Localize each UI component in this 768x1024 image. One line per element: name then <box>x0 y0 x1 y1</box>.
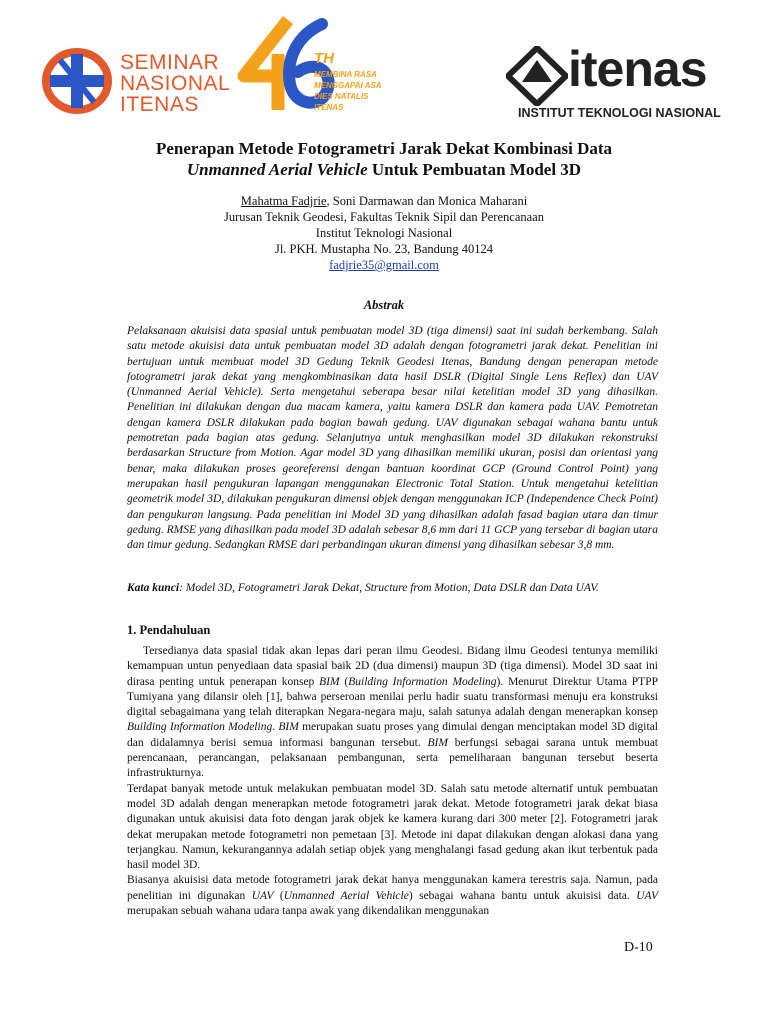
abstract-text: Pelaksanaan akuisisi data spasial untuk pembuatan model 3D (tiga dimensi) saat ini sudah berkembang. Salah satu metode akuisisi data untuk pembuatan model 3D adalah dengan fotogrametri jarak dekat. Penelitian ini bertujuan untuk membuat model 3D Gedung Teknik Geodesi Itenas, Bandung dengan penerapan metode fotogrametri jarak dekat yang mengkombinasikan data hasil DSLR (Digital Single Lens Reflex) dan UAV (Unmanned Aerial Vehicle). Serta mengetahui seberapa besar nilai ketelitian model 3D yang dihasilkan. Penelitian ini dilakukan dengan dua macam kamera, yaitu kamera DSLR dan kamera pada UAV. Pemotretan dengan kamera DSLR dilakukan pada bagian bawah gedung. UAV digunakan sebagai wahana bantu untuk pemotretan pada bagian atas gedung. Selanjutnya untuk menghasilkan model 3D dilakukan rekonstruksi berdasarkan Structure from Motion. Agar model 3D yang dihasilkan memiliki ukuran, posisi dan orientasi yang benar, maka dilakukan proses georeferensi dengan bantuan koordinat GCP (Ground Control Point) yang merupakan hasil pengukuran lapangan menggunakan Electronic Total Station. Untuk mengetahui ketelitian geometrik model 3D, dilakukan pengukuran dimensi objek dengan menggunakan ICP (Independence Check Point) dan pengukuran langsung. Pada penelitian ini Model 3D yang dihasilkan adalah fasad bagian utara dan timur gedung. RMSE yang dihasilkan pada model 3D adalah sebesar 8,6 mm dari 11 GCP yang tersebar di bagian utara dan timur gedung. Sedangkan RMSE dari perbandingan ukuran dimensi yang dihasilkan sebesar 3,8 mm. <box>127 325 658 552</box>
text-run-italic: BIM <box>278 721 299 734</box>
paper-title-italic: Unmanned Aerial Vehicle <box>186 160 368 179</box>
seminar-nasional-logo <box>40 46 231 118</box>
text-run-italic: UAV <box>636 889 658 902</box>
keywords-text: : Model 3D, Fotogrametri Jarak Dekat, Structure from Motion, Data DSLR dan Data UAV. <box>179 582 599 594</box>
paragraph <box>127 644 658 782</box>
paragraph: Terdapat banyak metode untuk melakukan pembuatan model 3D. Salah satu metode alternatif untuk pembuatan model 3D adalah dengan menerapkan metode fotogrametri jarak dekat. Metode fotogrametri jarak dekat biasa digunakan untuk akuisisi data foto dengan jarak objek ke kamera kurang dari 300 meter [2]. Fotogrametri jarak dekat merupakan metode fotogrametri non pemetaan [3]. Metode ini dapat dilakukan dengan alokasi dana yang terjangkau. Namun, kekurangannya adalah setiap objek yang menghalangi fasad gedung akan ikut terbentuk pada hasil model 3D. <box>127 782 658 872</box>
itenas-wordmark: itenas <box>568 41 707 97</box>
affiliation-line: Institut Teknologi Nasional <box>315 226 453 240</box>
section-heading: 1. Pendahuluan <box>127 623 211 637</box>
text-run-italic: BIM <box>427 736 448 749</box>
text-run: berfungsi sebagai sarana untuk membuat perencanaan, perancangan, pelaksanaan pembangunan, serta pemeliharaan bangunan tersebut beserta infrastrukturnya. <box>127 736 658 780</box>
anniversary-46-logo <box>234 14 404 118</box>
text-run: ( <box>273 889 284 902</box>
page-header <box>0 0 768 130</box>
text-run-italic: UAV <box>251 889 274 902</box>
anniversary-tagline: MEMBINA RASA <box>314 70 377 79</box>
text-run-italic: Building Information Modeling <box>127 721 273 734</box>
text-run: Biasanya akuisisi data metode fotogrametri jarak dekat hanya menggunakan kamera terestris saja. Namun, pada penelitian ini digunakan <box>127 874 658 902</box>
author-block <box>100 193 668 273</box>
text-run-italic: Unmanned Aerial Vehicle <box>283 889 409 902</box>
author-line <box>100 193 668 209</box>
anniversary-tagline: MENGGAPAI ASA <box>314 81 382 90</box>
anniversary-tagline: ITENAS <box>314 103 344 112</box>
first-author: Mahatma Fadjrie <box>240 194 327 208</box>
seminar-emblem-icon <box>40 46 114 116</box>
itenas-diamond-icon <box>506 46 568 106</box>
text-run-italic: BIM <box>319 675 340 688</box>
seminar-logo-line: NASIONAL <box>120 72 231 95</box>
paper-title-line1: Penerapan Metode Fotogrametri Jarak Dekat Kombinasi Data <box>155 139 613 158</box>
text-run: ) sebagai wahana bantu untuk akuisisi data. <box>408 889 637 902</box>
text-run: merupakan suatu proses yang dimulai dengan menciptakan model 3D digital dan didalamnya berisi semua informasi bangunan tersebut. <box>127 721 658 749</box>
page-number: D-10 <box>624 940 653 955</box>
seminar-logo-line: SEMINAR <box>120 51 220 74</box>
text-run-italic: Building Information Modeling <box>348 675 497 688</box>
text-run: ( <box>339 675 349 688</box>
keywords-label: Kata kunci <box>127 582 180 594</box>
text-run: Tersedianya data spasial tidak akan lepas dari peran ilmu Geodesi. Bidang ilmu Geodesi tentunya memiliki kemampuan untun penyediaan data spasial baik 2D (dua dimensi) maupun 3D (tiga dimensi). Model 3D saat ini dirasa penting untuk penerapan konsep <box>127 645 658 688</box>
keywords <box>127 581 658 596</box>
author-email-link[interactable]: fadjrie35@gmail.com <box>329 258 439 272</box>
text-run: ). Menurut Direktur Utama PTPP Tumiyana yang dilansir oleh [1], bahwa perseroan menilai perlu hadir suatu transformasi menuju era konstruksi digital sebagaimana yang telah diterapkan Negara-negara maju, salah satunya adalah dengan menerapkan konsep <box>127 675 658 719</box>
paper-title <box>80 138 688 180</box>
paragraph <box>127 873 658 919</box>
address-line: Jl. PKH. Mustapha No. 23, Bandung 40124 <box>274 242 494 256</box>
paper-title-line2 <box>80 159 688 180</box>
other-authors: , Soni Darmawan dan Monica Maharani <box>326 194 528 208</box>
paper-title-rest: Untuk Pembuatan Model 3D <box>367 160 582 179</box>
itenas-subtitle: INSTITUT TEKNOLOGI NASIONAL <box>518 106 721 120</box>
anniversary-tagline: DIES NATALIS <box>314 92 369 101</box>
abstract-heading: Abstrak <box>363 298 405 312</box>
text-run: merupakan sebuah wahana udara tanpa awak yang dikendalikan menggunakan <box>127 905 490 918</box>
itenas-logo <box>506 41 732 120</box>
anniversary-th-label: TH <box>314 50 334 67</box>
section-body <box>127 644 658 919</box>
affiliation-line: Jurusan Teknik Geodesi, Fakultas Teknik Sipil dan Perencanaan <box>224 210 544 224</box>
seminar-logo-line: ITENAS <box>120 93 199 116</box>
text-run: . <box>272 721 279 734</box>
